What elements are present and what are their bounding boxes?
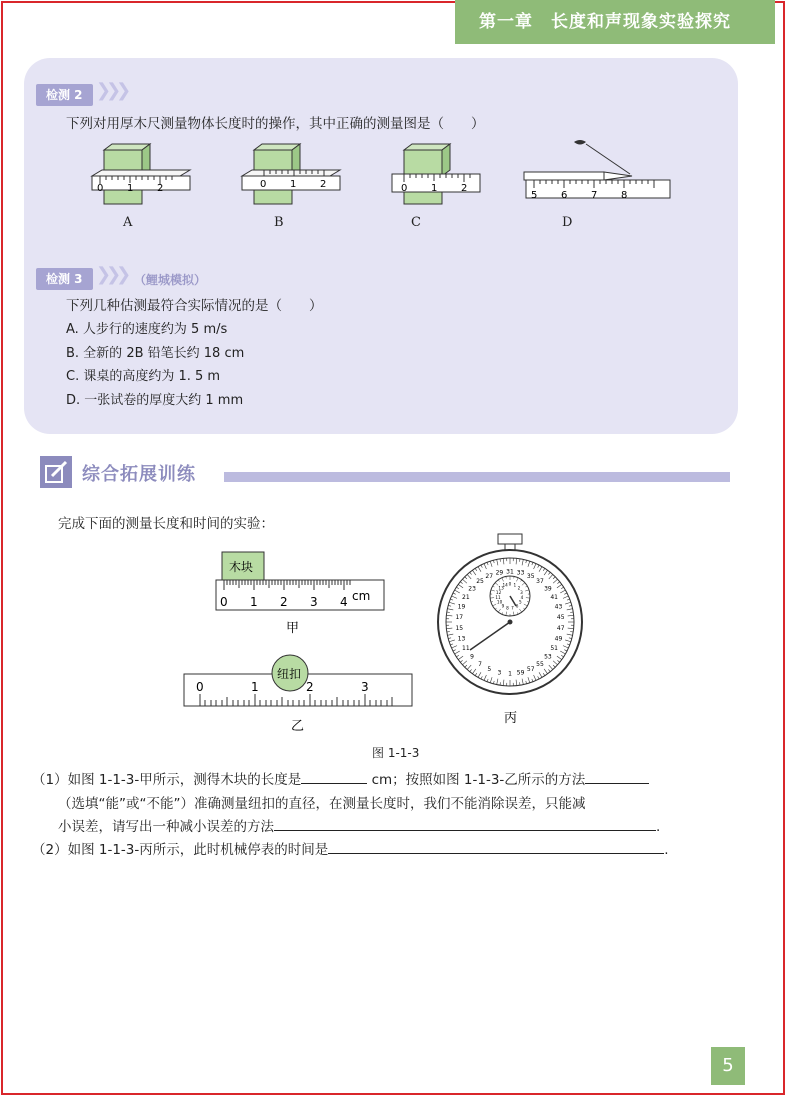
jia-caption: 甲 [286, 621, 300, 636]
dial-label: 39 [544, 585, 552, 593]
dial-label: 19 [457, 603, 466, 611]
q2-line [32, 838, 669, 858]
fig-d-tick-2: 7 [591, 190, 598, 201]
q2-text-a: （2）如图 1-1-3-丙所示，此时机械停表的时间是 [32, 842, 329, 858]
jia-tick-3: 3 [310, 595, 318, 609]
q1-text-b: cm；按照如图 1-1-3-乙所示的方法 [371, 772, 586, 788]
subdial-label: 12 [495, 589, 502, 595]
dial-label: 49 [554, 635, 563, 643]
dial-label: 1 [508, 670, 512, 678]
button-label: 纽扣 [277, 667, 302, 681]
dial-label: 25 [476, 578, 484, 586]
fig-c-tick-2: 2 [461, 183, 468, 194]
task-intro: 完成下面的测量长度和时间的实验： [58, 516, 274, 532]
dial-label: 35 [526, 572, 535, 580]
dial-label: 33 [516, 569, 525, 577]
check3-tag: 检测 3 [36, 268, 93, 290]
fig-b-tick-0: 0 [260, 179, 267, 190]
figure-c [392, 144, 480, 204]
q1-line-3 [58, 815, 660, 835]
subdial-label: 14 [502, 582, 508, 588]
q1-text-c: （选填“能”或“不能”）准确测量纽扣的直径，在测量长度时，我们不能消除误差，只能减 [58, 796, 586, 812]
can-measure-answer-blank[interactable] [585, 769, 649, 784]
fig-b-tick-2: 2 [320, 179, 327, 190]
figure-yi [184, 655, 412, 734]
check3-option-c: C. 课桌的高度约为 1. 5 m [66, 369, 221, 384]
reduce-error-answer-blank[interactable] [274, 816, 656, 831]
dial-label: 27 [485, 572, 494, 580]
subdial-label: 0 [508, 581, 512, 587]
dial-label: 9 [470, 653, 475, 661]
fig-d-tick-3: 8 [621, 190, 628, 201]
fig-b-label: B [274, 215, 284, 230]
section-bar [224, 472, 730, 482]
subdial-label: 6 [515, 603, 519, 609]
jia-tick-1: 1 [250, 595, 258, 609]
check3-source-note: （鲤城模拟） [134, 273, 207, 287]
section-title: 综合拓展训练 [82, 464, 196, 485]
figures-jia-yi [180, 540, 430, 740]
dial-label: 31 [506, 568, 514, 576]
block-label: 木块 [229, 560, 254, 574]
dial-label: 21 [462, 594, 470, 601]
subdial-label: 9 [501, 603, 505, 609]
fig-d-label: D [562, 215, 573, 230]
check2-tag: 检测 2 [36, 84, 93, 106]
subdial-label: 5 [519, 599, 522, 605]
dial-label: 23 [468, 585, 476, 593]
yi-tick-0: 0 [196, 680, 204, 694]
section-heading [40, 456, 730, 490]
q1-text-a: （1）如图 1-1-3-甲所示，测得木块的长度是 [32, 772, 302, 788]
dial-label: 57 [526, 666, 535, 674]
dial-label: 37 [536, 578, 544, 586]
q1-line-1 [32, 768, 649, 788]
dial-label: 3 [497, 669, 502, 677]
dial-label: 51 [550, 645, 558, 652]
fig-d-tick-0: 5 [531, 190, 538, 201]
fig-c-tick-0: 0 [401, 183, 408, 194]
fig-a-label: A [123, 215, 133, 230]
fig-b-tick-1: 1 [290, 179, 297, 190]
subdial-label: 3 [520, 589, 523, 595]
dial-label: 5 [487, 666, 492, 674]
dial-label: 59 [516, 669, 525, 677]
fig-a-tick-1: 1 [127, 183, 134, 194]
chapter-header: 第一章 长度和声现象实验探究 [455, 0, 775, 44]
yi-tick-3: 3 [361, 680, 369, 694]
jia-tick-4: 4 [340, 595, 348, 609]
check3-option-d: D. 一张试卷的厚度大约 1 mm [66, 393, 244, 408]
fig-a-tick-0: 0 [97, 183, 104, 194]
time-answer-blank[interactable] [328, 839, 664, 854]
dial-label: 15 [455, 624, 464, 632]
figure-caption: 图 1-1-3 [372, 746, 420, 760]
fig-d-tick-1: 6 [561, 190, 568, 201]
tag-chevron-icon: ❯❯❯ [96, 264, 127, 285]
fig-c-tick-1: 1 [431, 183, 438, 194]
figure-b [242, 144, 340, 204]
subdial-label: 13 [498, 585, 504, 591]
yi-caption: 乙 [291, 719, 305, 734]
bing-caption: 丙 [504, 711, 518, 726]
jia-tick-2: 2 [280, 595, 288, 609]
subdial-label: 8 [506, 605, 509, 611]
fig-a-tick-2: 2 [157, 183, 164, 194]
dial-label: 7 [478, 660, 482, 668]
figure-bing-stopwatch [430, 528, 590, 738]
yi-tick-2: 2 [306, 680, 314, 694]
check3-option-b: B. 全新的 2B 铅笔长约 18 cm [66, 346, 245, 361]
dial-label: 43 [554, 603, 563, 611]
stopwatch-crown [498, 534, 522, 544]
q1-text-d: 小误差，请写出一种减小误差的方法 [58, 819, 274, 835]
dial-label: 55 [536, 660, 544, 668]
figure-jia [216, 552, 384, 636]
subdial-label: 4 [520, 594, 524, 600]
check3-question: 下列几种估测最符合实际情况的是（ ） [66, 298, 323, 314]
check2-figures [80, 140, 720, 240]
fig-c-label: C [411, 215, 421, 230]
length-answer-blank[interactable] [301, 769, 367, 784]
check3-option-a: A. 人步行的速度约为 5 m/s [66, 322, 228, 337]
figure-d [524, 140, 670, 201]
subdial-label: 1 [513, 582, 517, 588]
subdial-label: 10 [496, 599, 503, 605]
pencil-square-icon [40, 456, 72, 488]
jia-unit: cm [352, 589, 371, 603]
subdial-label: 7 [511, 605, 514, 611]
eye-icon [574, 140, 586, 145]
dial-label: 13 [457, 635, 466, 643]
q1-period: . [656, 819, 661, 835]
check2-question: 下列对用厚木尺测量物体长度时的操作，其中正确的测量图是（ ） [66, 116, 485, 132]
dial-label: 47 [556, 624, 565, 632]
dial-label: 45 [556, 614, 565, 622]
dial-label: 41 [550, 594, 558, 601]
jia-tick-0: 0 [220, 595, 228, 609]
page-number: 5 [711, 1047, 745, 1085]
dial-label: 29 [495, 569, 504, 577]
subdial-label: 2 [517, 585, 521, 591]
dial-label: 11 [462, 645, 470, 652]
q2-period: . [664, 842, 669, 858]
dial-label: 17 [455, 614, 464, 622]
figure-a [92, 144, 190, 204]
tag-chevron-icon: ❯❯❯ [96, 80, 127, 101]
yi-tick-1: 1 [251, 680, 259, 694]
dial-label: 53 [544, 653, 552, 661]
subdial-label: 11 [495, 594, 501, 600]
